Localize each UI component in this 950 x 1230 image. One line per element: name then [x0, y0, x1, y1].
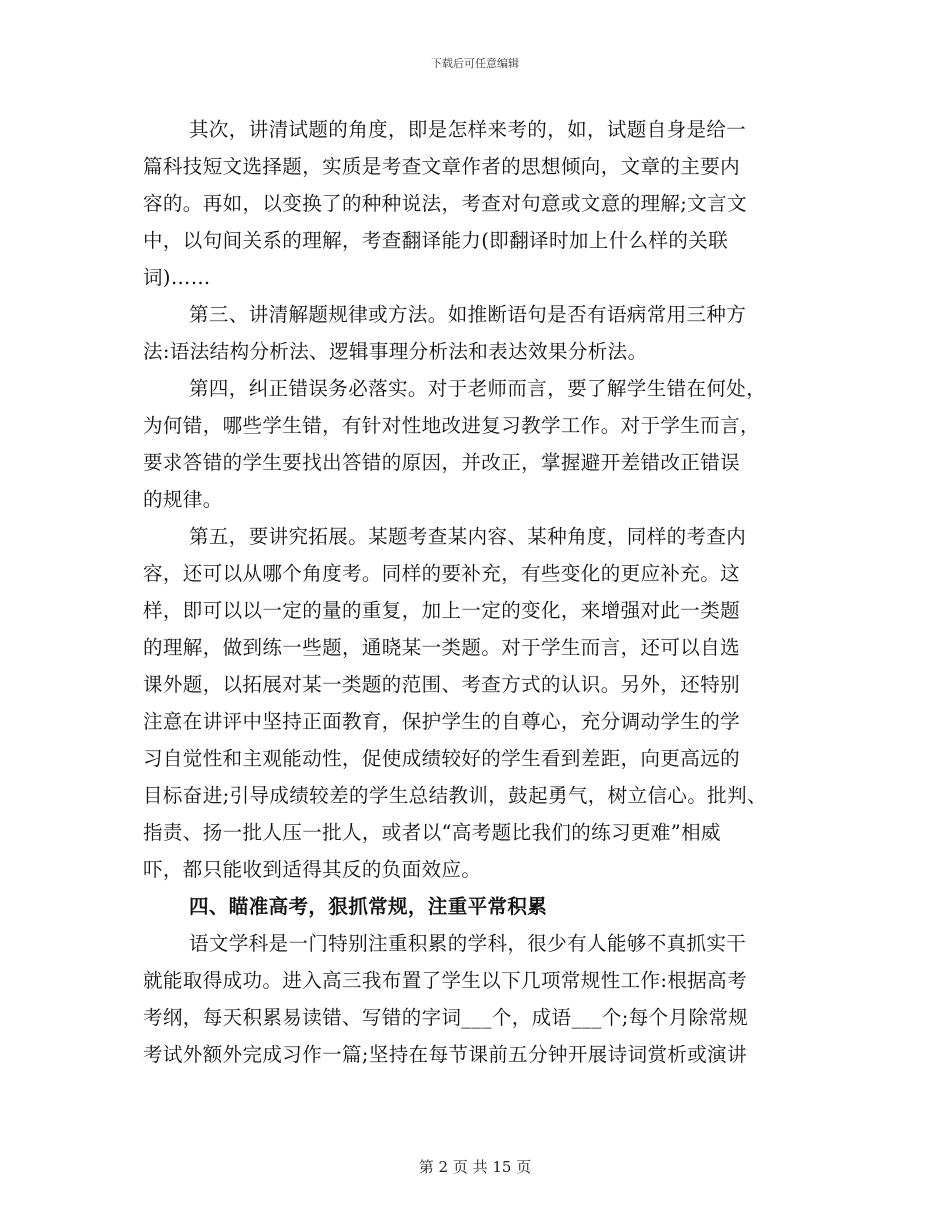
text-line: 第四，纠正错误务必落实。对于老师而言，要了解学生错在何处， [189, 377, 767, 400]
text-line: 第五，要讲究拓展。某题考查某内容、某种角度，同样的考查内 [189, 525, 747, 548]
text-line: 吓，都只能收到适得其反的负面效应。 [143, 858, 482, 881]
page-footer-number: 第 2 页 共 15 页 [418, 1158, 532, 1176]
text-line: 中，以句间关系的理解，考查翻译能力(即翻译时加上什么样的关联 [143, 229, 729, 252]
text-line: 要求答错的学生要找出答错的原因，并改正，掌握避开差错改正错误 [143, 451, 741, 474]
page-header-note: 下载后可任意编辑 [431, 57, 519, 70]
text-line: 指责、扬一批人压一批人，或者以“高考题比我们的练习更难”相威 [143, 821, 721, 844]
document-body [143, 111, 803, 1073]
text-line: 习自觉性和主观能动性，促使成绩较好的学生看到差距，向更高远的 [143, 747, 741, 770]
text-line: 的规律。 [143, 488, 223, 511]
text-line: 目标奋进;引导成绩较差的学生总结教训，鼓起勇气，树立信心。批判、 [143, 784, 767, 807]
text-line: 语文学科是一门特别注重积累的学科，很少有人能够不真抓实干 [189, 932, 747, 955]
text-line: 容，还可以从哪个角度考。同样的要补充，有些变化的更应补充。这 [143, 562, 741, 585]
section-heading: 四、瞄准高考，狠抓常规，注重平常积累 [189, 895, 548, 918]
text-line: 第三、讲清解题规律或方法。如推断语句是否有语病常用三种方 [189, 303, 747, 326]
text-line: 样，即可以以一定的量的重复，加上一定的变化，来增强对此一类题 [143, 599, 741, 622]
text-line: 考试外额外完成习作一篇;坚持在每节课前五分钟开展诗词赏析或演讲 [143, 1043, 747, 1066]
text-line: 课外题，以拓展对某一类题的范围、考查方式的认识。另外，还特别 [143, 673, 741, 696]
text-line: 为何错，哪些学生错，有针对性地改进复习教学工作。对于学生而言， [143, 414, 760, 437]
text-line: 其次，讲清试题的角度，即是怎样来考的，如，试题自身是给一 [189, 118, 747, 141]
text-line: 注意在讲评中坚持正面教育，保护学生的自尊心，充分调动学生的学 [143, 710, 741, 733]
text-line: 法:语法结构分析法、逻辑事理分析法和表达效果分析法。 [143, 340, 648, 363]
text-line: 篇科技短文选择题，实质是考查文章作者的思想倾向，文章的主要内 [143, 155, 741, 178]
text-line: 容的。再如，以变换了的种种说法，考查对句意或文意的理解;文言文 [143, 192, 747, 215]
text-line: 考纲，每天积累易读错、写错的字词___个，成语___个;每个月除常规 [143, 1006, 749, 1029]
text-line: 的理解，做到练一些题，通晓某一类题。对于学生而言，还可以自选 [143, 636, 741, 659]
text-line: 词)…… [143, 266, 211, 289]
text-line: 就能取得成功。进入高三我布置了学生以下几项常规性工作:根据高考 [143, 969, 747, 992]
